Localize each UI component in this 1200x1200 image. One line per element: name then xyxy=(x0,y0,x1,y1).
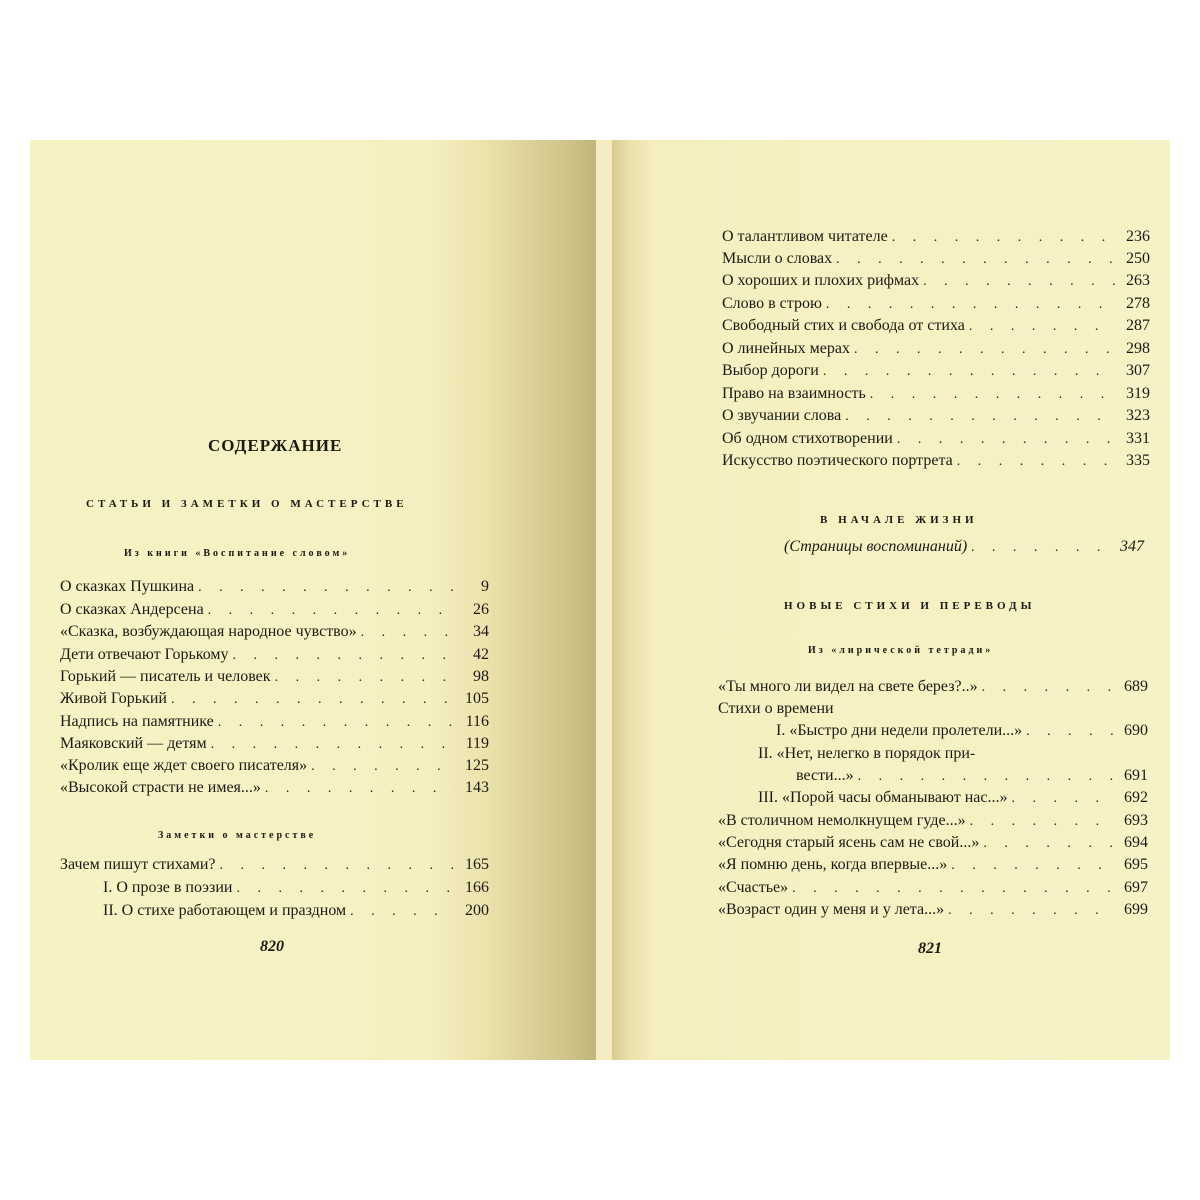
toc-entry-title: «В столичном немолкнущем гуде...» xyxy=(718,812,966,829)
toc-entry[interactable] xyxy=(722,360,1150,382)
toc-entry[interactable] xyxy=(722,383,1150,405)
subsection-heading-vospitanie: Из книги «Воспитание словом» xyxy=(124,548,351,559)
toc-leader-dots xyxy=(1026,721,1114,743)
toc-entry-title: III. «Порой часы обманывают нас...» xyxy=(758,789,1008,806)
toc-entry[interactable] xyxy=(722,293,1150,315)
toc-leader-dots xyxy=(957,451,1116,473)
toc-entry-page: 236 xyxy=(1126,228,1150,245)
toc-entry-title: «Счастье» xyxy=(718,879,789,896)
toc-entry[interactable] xyxy=(718,832,1148,854)
toc-entry-title: Зачем пишут стихами? xyxy=(60,856,216,873)
toc-entry-page: 323 xyxy=(1126,407,1150,424)
toc-entry-title: Слово в строю xyxy=(722,295,822,312)
toc-leader-dots xyxy=(982,677,1114,699)
toc-leader-dots xyxy=(350,901,455,923)
toc-entry-page: 335 xyxy=(1126,452,1150,469)
toc-entry-title: Об одном стихотворении xyxy=(722,430,893,447)
toc-entry-page: 9 xyxy=(481,578,489,595)
toc-entry-page: 98 xyxy=(473,668,489,685)
toc-leader-dots xyxy=(951,855,1114,877)
toc-entry[interactable] xyxy=(60,777,489,799)
toc-leader-dots xyxy=(897,429,1116,451)
toc-entry-page: 307 xyxy=(1126,362,1150,379)
toc-entry[interactable] xyxy=(722,338,1150,360)
toc-leader-dots xyxy=(892,227,1116,249)
toc-leader-dots xyxy=(275,667,455,689)
toc-leader-dots xyxy=(826,294,1116,316)
toc-leader-dots xyxy=(836,249,1116,271)
toc-entry[interactable] xyxy=(776,720,1148,742)
toc-entry-page: 143 xyxy=(465,779,489,796)
toc-leader-dots xyxy=(971,537,1110,559)
toc-leader-dots xyxy=(969,316,1116,338)
toc-entry[interactable] xyxy=(718,810,1148,832)
toc-entry[interactable] xyxy=(60,644,489,666)
toc-leader-dots xyxy=(265,778,455,800)
toc-entry-page: 689 xyxy=(1124,678,1148,695)
toc-entry-title: Выбор дороги xyxy=(722,362,819,379)
toc-entry-page: 34 xyxy=(473,623,489,640)
toc-entry[interactable] xyxy=(722,405,1150,427)
toc-leader-dots xyxy=(237,878,456,900)
toc-entry-title: Дети отвечают Горькому xyxy=(60,646,229,663)
toc-entry-title: «Ты много ли видел на свете берез?..» xyxy=(718,678,978,695)
toc-entry[interactable] xyxy=(758,743,1148,765)
toc-entry-title: Мысли о словах xyxy=(722,250,833,267)
toc-entry-page: 694 xyxy=(1124,834,1148,851)
contents-title: СОДЕРЖАНИЕ xyxy=(208,436,343,455)
toc-entry-page: 119 xyxy=(465,735,489,752)
toc-entry[interactable] xyxy=(60,733,489,755)
toc-entry-title: Стихи о времени xyxy=(718,700,834,717)
toc-entry-title: II. О стихе работающем и праздном xyxy=(103,902,347,919)
toc-entry[interactable] xyxy=(722,428,1150,450)
section-heading-articles: СТАТЬИ И ЗАМЕТКИ О МАСТЕРСТВЕ xyxy=(86,498,408,510)
toc-entry[interactable] xyxy=(758,787,1148,809)
toc-entry-title: вести...» xyxy=(796,767,854,784)
toc-entry-title: «Я помню день, когда впервые...» xyxy=(718,856,948,873)
toc-entry[interactable] xyxy=(60,854,489,876)
toc-entry-title: «Возраст один у меня и у лета...» xyxy=(718,901,945,918)
toc-entry[interactable] xyxy=(103,877,489,899)
toc-leader-dots xyxy=(870,384,1116,406)
toc-entry-title: Свободный стих и свобода от стиха xyxy=(722,317,965,334)
toc-entry-page: 691 xyxy=(1124,767,1148,784)
toc-entry[interactable] xyxy=(784,536,1144,558)
page-number: 821 xyxy=(918,940,942,957)
toc-entry-title: Право на взаимность xyxy=(722,385,866,402)
toc-entry-title: Искусство поэтического портрета xyxy=(722,452,953,469)
toc-entry[interactable] xyxy=(60,711,489,733)
toc-entry-title: Надпись на памятнике xyxy=(60,713,214,730)
toc-leader-dots xyxy=(858,766,1114,788)
toc-leader-dots xyxy=(923,271,1116,293)
toc-entry[interactable] xyxy=(718,899,1148,921)
toc-entry-page: 693 xyxy=(1124,812,1148,829)
toc-entry-page: 695 xyxy=(1124,856,1148,873)
toc-leader-dots xyxy=(823,361,1116,383)
toc-leader-dots xyxy=(854,339,1116,361)
toc-leader-dots xyxy=(845,406,1116,428)
toc-entry-page: 287 xyxy=(1126,317,1150,334)
toc-entry-page: 116 xyxy=(465,713,489,730)
toc-entry-page: 347 xyxy=(1120,538,1144,555)
toc-leader-dots xyxy=(171,689,455,711)
toc-entry[interactable] xyxy=(60,755,489,777)
toc-entry-page: 319 xyxy=(1126,385,1150,402)
toc-entry-title: О хороших и плохих рифмах xyxy=(722,272,920,289)
toc-entry-page: 26 xyxy=(473,601,489,618)
toc-leader-dots xyxy=(361,622,455,644)
toc-entry-page: 699 xyxy=(1124,901,1148,918)
toc-entry-title: Живой Горький xyxy=(60,690,167,707)
toc-entry-page: 278 xyxy=(1126,295,1150,312)
book-gutter xyxy=(596,140,612,1060)
subsection-heading-lirich: Из «лирической тетради» xyxy=(808,645,994,656)
toc-entry-title: (Страницы воспоминаний) xyxy=(784,538,968,555)
toc-entry[interactable] xyxy=(718,854,1148,876)
toc-entry[interactable] xyxy=(718,698,1148,720)
toc-entry-page: 697 xyxy=(1124,879,1148,896)
toc-entry-page: 263 xyxy=(1126,272,1150,289)
toc-entry-title: О звучании слова xyxy=(722,407,842,424)
toc-entry[interactable] xyxy=(60,666,489,688)
toc-entry-page: 692 xyxy=(1124,789,1148,806)
toc-entry-title: II. «Нет, нелегко в порядок при- xyxy=(758,745,976,762)
section-heading-nachalo: В НАЧАЛЕ ЖИЗНИ xyxy=(820,514,978,526)
toc-entry-title: I. О прозе в поэзии xyxy=(103,879,233,896)
toc-entry-page: 298 xyxy=(1126,340,1150,357)
toc-entry[interactable] xyxy=(60,599,489,621)
toc-entry-title: «Сказка, возбуждающая народное чувство» xyxy=(60,623,357,640)
toc-entry[interactable] xyxy=(722,248,1150,270)
toc-entry-title: I. «Быстро дни недели пролетели...» xyxy=(776,722,1023,739)
toc-entry-title: О сказках Андерсена xyxy=(60,601,204,618)
toc-entry[interactable] xyxy=(60,576,489,598)
toc-entry-title: Маяковский — детям xyxy=(60,735,207,752)
toc-leader-dots xyxy=(233,645,455,667)
toc-entry-page: 42 xyxy=(473,646,489,663)
toc-leader-dots xyxy=(792,878,1114,900)
toc-entry[interactable] xyxy=(796,765,1148,787)
toc-entry-title: О сказках Пушкина xyxy=(60,578,195,595)
toc-entry-title: «Высокой страсти не имея...» xyxy=(60,779,261,796)
toc-leader-dots xyxy=(1011,788,1114,810)
toc-entry-page: 690 xyxy=(1124,722,1148,739)
toc-leader-dots xyxy=(970,811,1114,833)
toc-entry-title: О талантливом читателе xyxy=(722,228,888,245)
toc-entry[interactable] xyxy=(718,676,1148,698)
toc-entry-title: О линейных мерах xyxy=(722,340,850,357)
toc-entry-page: 125 xyxy=(465,757,489,774)
toc-entry-page: 200 xyxy=(465,902,489,919)
toc-entry[interactable] xyxy=(103,900,489,922)
left-page xyxy=(30,140,596,1060)
toc-entry-page: 250 xyxy=(1126,250,1150,267)
toc-leader-dots xyxy=(218,712,455,734)
toc-entry-page: 331 xyxy=(1126,430,1150,447)
toc-leader-dots xyxy=(220,855,455,877)
toc-entry[interactable] xyxy=(722,450,1150,472)
page-number: 820 xyxy=(260,938,284,955)
toc-entry[interactable] xyxy=(60,688,489,710)
toc-entry[interactable] xyxy=(722,226,1150,248)
toc-leader-dots xyxy=(211,734,455,756)
toc-entry-page: 165 xyxy=(465,856,489,873)
toc-entry[interactable] xyxy=(60,621,489,643)
toc-entry[interactable] xyxy=(722,315,1150,337)
toc-entry[interactable] xyxy=(722,270,1150,292)
toc-leader-dots xyxy=(198,577,455,599)
toc-leader-dots xyxy=(948,900,1114,922)
toc-entry-page: 166 xyxy=(465,879,489,896)
toc-entry-title: «Сегодня старый ясень сам не свой...» xyxy=(718,834,980,851)
toc-leader-dots xyxy=(311,756,455,778)
toc-entry[interactable] xyxy=(718,877,1148,899)
right-page xyxy=(612,140,1170,1060)
section-heading-novye: НОВЫЕ СТИХИ И ПЕРЕВОДЫ xyxy=(784,600,1036,612)
toc-entry-title: «Кролик еще ждет своего писателя» xyxy=(60,757,308,774)
toc-entry-page: 105 xyxy=(465,690,489,707)
toc-leader-dots xyxy=(208,600,455,622)
subsection-heading-zametki: Заметки о мастерстве xyxy=(158,830,317,841)
toc-leader-dots xyxy=(983,833,1114,855)
toc-entry-title: Горький — писатель и человек xyxy=(60,668,271,685)
